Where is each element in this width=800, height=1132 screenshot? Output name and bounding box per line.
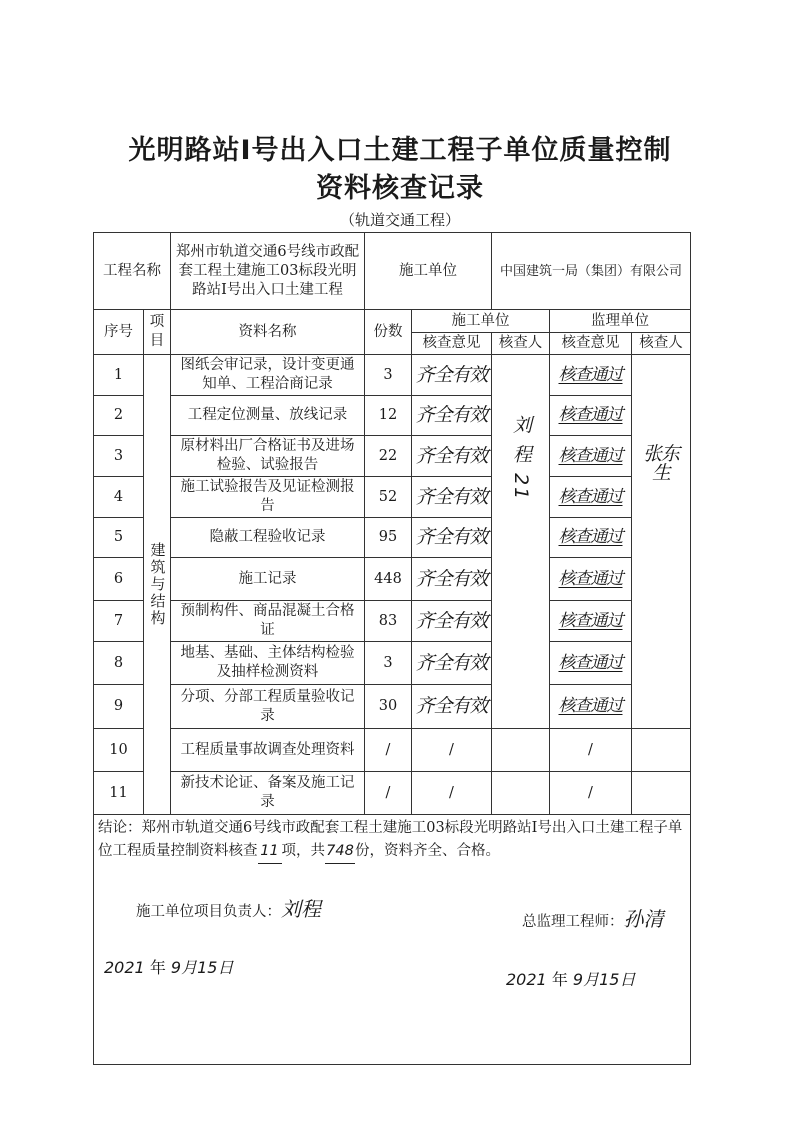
- row-c-opinion: 齐全有效: [412, 601, 492, 642]
- construction-reviewer-signature: 刘 程 21: [510, 415, 532, 502]
- row-copies: 30: [365, 685, 412, 729]
- date-left: [104, 958, 233, 977]
- date-left-md: 9月15日: [170, 958, 234, 977]
- category-cell: [144, 355, 171, 815]
- row-name: 图纸会审记录，设计变更通知单、工程洽商记录: [171, 355, 365, 396]
- row-name: 原材料出厂合格证书及进场检验、试验报告: [171, 436, 365, 477]
- row-c-opinion: 齐全有效: [412, 477, 492, 518]
- row-no: 10: [94, 729, 144, 772]
- row-no: 9: [94, 685, 144, 729]
- table-row: [94, 601, 691, 642]
- conclusion-items-fill: 11: [258, 840, 282, 864]
- row-s-opinion: 核查通过: [550, 642, 632, 685]
- row-s-opinion: /: [550, 729, 632, 772]
- row-copies: 448: [365, 558, 412, 601]
- conclusion-suffix: 份，资料齐全、合格。: [355, 843, 500, 859]
- date-left-year: 2021: [104, 958, 145, 977]
- contractor-signature-block: [136, 897, 321, 922]
- row-name: 施工试验报告及见证检测报告: [171, 477, 365, 518]
- table-row: [94, 685, 691, 729]
- table-row: [94, 396, 691, 436]
- page-title: 光明路站Ⅰ号出入口土建工程子单位质量控制: [128, 135, 672, 166]
- table-row: [94, 436, 691, 477]
- row-copies: 3: [365, 642, 412, 685]
- conclusion-copies-fill: 748: [325, 840, 355, 864]
- s-reviewer-cell: [632, 355, 691, 729]
- conclusion-text: [98, 817, 686, 864]
- date-right-year: 2021: [506, 970, 547, 989]
- conclusion-row: [94, 815, 691, 1065]
- row-s-opinion: /: [550, 772, 632, 815]
- project-label: 工程名称: [94, 233, 171, 310]
- supervisor-sign-label: 总监理工程师：: [522, 914, 624, 930]
- table-row: [94, 477, 691, 518]
- table-row: [94, 642, 691, 685]
- row-s-reviewer: [632, 772, 691, 815]
- row-s-opinion: 核查通过: [550, 685, 632, 729]
- table-row: [94, 355, 691, 396]
- row-s-opinion: 核查通过: [550, 518, 632, 558]
- row-name: 施工记录: [171, 558, 365, 601]
- header-doc-name: 资料名称: [171, 310, 365, 355]
- c-reviewer-cell: [492, 355, 550, 729]
- header-supervision: 监理单位: [550, 310, 691, 333]
- row-c-opinion: 齐全有效: [412, 685, 492, 729]
- row-name: 隐蔽工程验收记录: [171, 518, 365, 558]
- project-name: 郑州市轨道交通6号线市政配套工程土建施工03标段光明路站Ⅰ号出入口土建工程: [171, 233, 365, 310]
- row-c-opinion: 齐全有效: [412, 558, 492, 601]
- row-no: 3: [94, 436, 144, 477]
- row-c-opinion: 齐全有效: [412, 396, 492, 436]
- row-c-reviewer: [492, 729, 550, 772]
- header-s-reviewer: 核查人: [632, 333, 691, 355]
- conclusion-prefix: 结论：郑州市轨道交通6号线市政配套工程土建施工03标段光明路站Ⅰ号出入口土建工程子单位工程质量控制资料核查: [98, 820, 683, 859]
- row-name: 工程定位测量、放线记录: [171, 396, 365, 436]
- table-row: [94, 772, 691, 815]
- row-c-opinion: 齐全有效: [412, 642, 492, 685]
- row-c-opinion: 齐全有效: [412, 436, 492, 477]
- row-s-opinion: 核查通过: [550, 477, 632, 518]
- table-row: [94, 558, 691, 601]
- row-name: 预制构件、商品混凝土合格证: [171, 601, 365, 642]
- supervision-reviewer-signature: 张东生: [643, 443, 680, 484]
- header-item: 项目: [144, 310, 171, 355]
- header-s-opinion: 核查意见: [550, 333, 632, 355]
- header-construction: 施工单位: [412, 310, 550, 333]
- date-right-md: 9月15日: [572, 970, 636, 989]
- row-c-opinion: 齐全有效: [412, 518, 492, 558]
- row-c-opinion: /: [412, 772, 492, 815]
- row-copies: /: [365, 772, 412, 815]
- row-no: 1: [94, 355, 144, 396]
- table-row: [94, 518, 691, 558]
- table-row: [94, 729, 691, 772]
- row-c-opinion: /: [412, 729, 492, 772]
- row-no: 8: [94, 642, 144, 685]
- header-seq: 序号: [94, 310, 144, 355]
- row-s-opinion: 核查通过: [550, 396, 632, 436]
- category: 建筑与结构: [148, 542, 167, 627]
- row-s-opinion: 核查通过: [550, 355, 632, 396]
- header-row: [94, 310, 691, 333]
- project-row: [94, 233, 691, 310]
- row-name: 新技术论证、备案及施工记录: [171, 772, 365, 815]
- row-name: 地基、基础、主体结构检验及抽样检测资料: [171, 642, 365, 685]
- contractor-sign-label: 施工单位项目负责人：: [136, 904, 281, 920]
- conclusion-cell: [94, 815, 691, 1065]
- row-copies: 12: [365, 396, 412, 436]
- supervisor-signature: 孙清: [623, 907, 664, 931]
- row-copies: 22: [365, 436, 412, 477]
- supervisor-signature-block: [522, 907, 664, 932]
- page-title-line2: 资料核查记录: [316, 173, 484, 204]
- row-name: 分项、分部工程质量验收记录: [171, 685, 365, 729]
- row-s-opinion: 核查通过: [550, 558, 632, 601]
- row-no: 2: [94, 396, 144, 436]
- row-no: 7: [94, 601, 144, 642]
- date-right: [506, 970, 635, 989]
- row-s-opinion: 核查通过: [550, 436, 632, 477]
- row-copies: 95: [365, 518, 412, 558]
- row-name: 工程质量事故调查处理资料: [171, 729, 365, 772]
- construction-unit: 中国建筑一局（集团）有限公司: [492, 233, 691, 310]
- header-copies: 份数: [365, 310, 412, 355]
- contractor-signature: 刘程: [281, 897, 321, 921]
- row-c-reviewer: [492, 772, 550, 815]
- row-no: 11: [94, 772, 144, 815]
- row-copies: /: [365, 729, 412, 772]
- header-c-reviewer: 核查人: [492, 333, 550, 355]
- row-copies: 52: [365, 477, 412, 518]
- row-s-reviewer: [632, 729, 691, 772]
- records-table: [93, 232, 691, 1065]
- construction-unit-label: 施工单位: [365, 233, 492, 310]
- subtitle: （轨道交通工程）: [339, 211, 460, 229]
- date-right-year-label: 年: [551, 970, 568, 989]
- conclusion-mid: 项，共: [281, 843, 325, 859]
- row-no: 4: [94, 477, 144, 518]
- row-copies: 3: [365, 355, 412, 396]
- date-left-year-label: 年: [149, 958, 166, 977]
- row-s-opinion: 核查通过: [550, 601, 632, 642]
- row-no: 5: [94, 518, 144, 558]
- row-no: 6: [94, 558, 144, 601]
- row-copies: 83: [365, 601, 412, 642]
- row-c-opinion: 齐全有效: [412, 355, 492, 396]
- header-c-opinion: 核查意见: [412, 333, 492, 355]
